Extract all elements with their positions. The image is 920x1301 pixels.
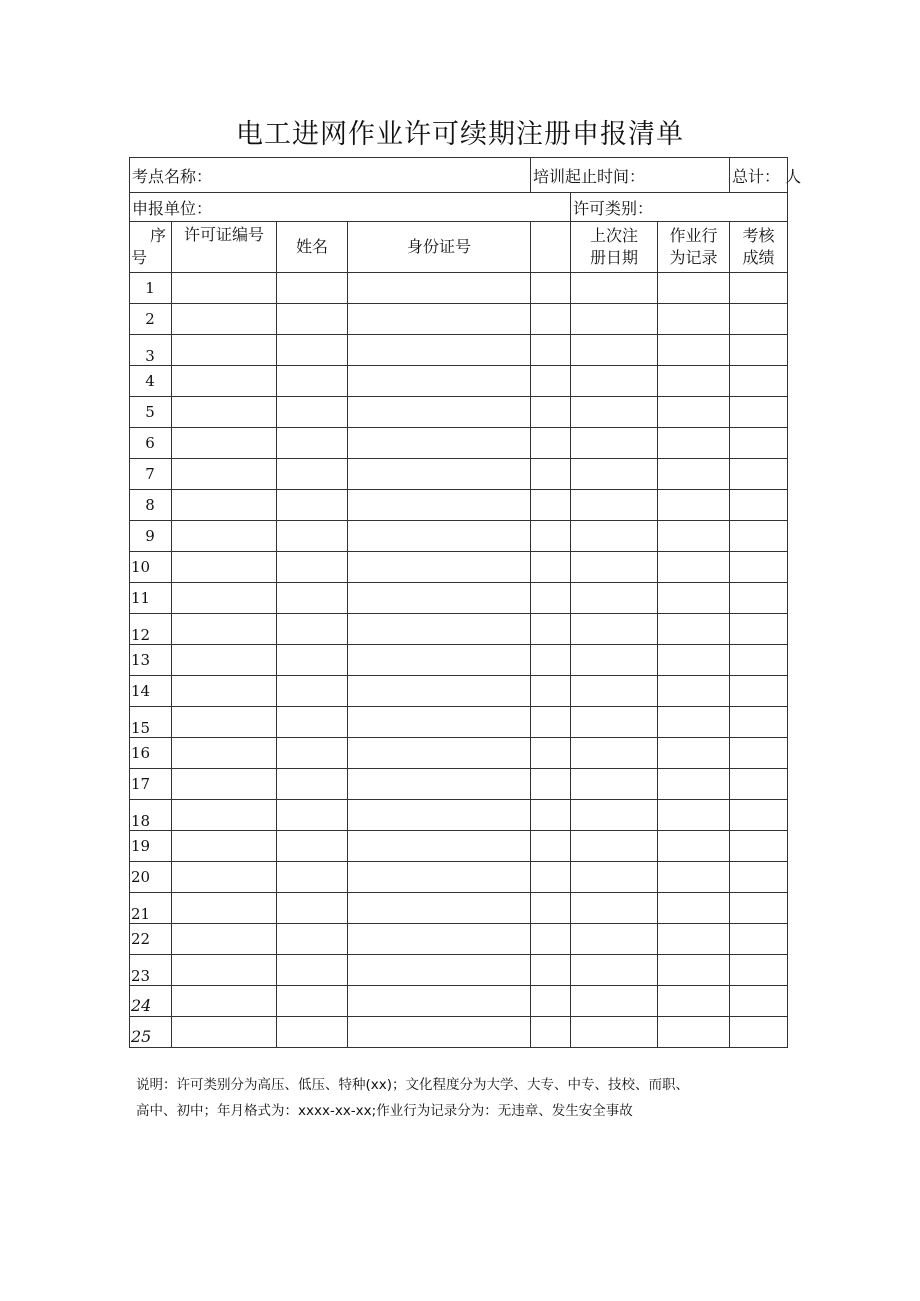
cell-assessment[interactable]	[730, 552, 788, 583]
row-number	[130, 366, 172, 397]
table-row	[130, 676, 788, 707]
cell-license-no[interactable]	[172, 645, 277, 676]
table-row	[130, 490, 788, 521]
table-row	[130, 366, 788, 397]
cell-license-no[interactable]	[172, 831, 277, 862]
cell-conduct-record[interactable]	[658, 738, 730, 769]
cell-assessment[interactable]	[730, 645, 788, 676]
cell-blank[interactable]	[531, 986, 571, 1017]
cell-assessment[interactable]	[730, 955, 788, 986]
cell-assessment[interactable]	[730, 893, 788, 924]
cell-blank[interactable]	[531, 707, 571, 738]
cell-id-no[interactable]	[348, 955, 531, 986]
header-name: 姓名	[277, 222, 348, 273]
cell-last-reg-date[interactable]	[571, 428, 658, 459]
cell-assessment[interactable]	[730, 366, 788, 397]
cell-conduct-record[interactable]	[658, 366, 730, 397]
cell-license-no[interactable]	[172, 304, 277, 335]
cell-blank[interactable]	[531, 676, 571, 707]
cell-last-reg-date[interactable]	[571, 831, 658, 862]
header-license-no: 许可证编号	[172, 222, 277, 273]
cell-assessment[interactable]	[730, 335, 788, 366]
cell-conduct-record[interactable]	[658, 459, 730, 490]
cell-name[interactable]	[277, 1017, 348, 1048]
cell-license-no[interactable]	[172, 366, 277, 397]
table-row	[130, 583, 788, 614]
cell-conduct-record[interactable]	[658, 831, 730, 862]
cell-license-no[interactable]	[172, 1017, 277, 1048]
cell-blank[interactable]	[531, 459, 571, 490]
cell-blank[interactable]	[531, 769, 571, 800]
cell-assessment[interactable]	[730, 924, 788, 955]
cell-conduct-record[interactable]	[658, 769, 730, 800]
table-row	[130, 552, 788, 583]
cell-last-reg-date[interactable]	[571, 738, 658, 769]
cell-blank[interactable]	[531, 831, 571, 862]
cell-id-no[interactable]	[348, 893, 531, 924]
row-number	[130, 1017, 172, 1048]
cell-blank[interactable]	[531, 738, 571, 769]
cell-license-no[interactable]	[172, 273, 277, 304]
cell-last-reg-date[interactable]	[571, 304, 658, 335]
row-number-text: 5	[145, 403, 155, 421]
row-number-text: 7	[145, 465, 155, 483]
row-number	[130, 335, 172, 366]
cell-last-reg-date[interactable]	[571, 490, 658, 521]
row-number	[130, 769, 172, 800]
cell-name[interactable]	[277, 521, 348, 552]
cell-license-no[interactable]	[172, 769, 277, 800]
cell-name[interactable]	[277, 397, 348, 428]
cell-license-no[interactable]	[172, 924, 277, 955]
header-conduct-record: 作业行为记录	[658, 222, 730, 273]
cell-license-no[interactable]	[172, 862, 277, 893]
table-row	[130, 862, 788, 893]
table-row	[130, 955, 788, 986]
reporting-unit-field[interactable]	[130, 193, 571, 222]
cell-name[interactable]	[277, 552, 348, 583]
cell-name[interactable]	[277, 831, 348, 862]
row-number	[130, 893, 172, 924]
table-row	[130, 521, 788, 552]
total-field[interactable]	[730, 158, 802, 193]
page-title: 电工进网作业许可续期注册申报清单	[236, 119, 684, 150]
cell-name[interactable]	[277, 924, 348, 955]
cell-last-reg-date[interactable]	[571, 335, 658, 366]
cell-id-no[interactable]	[348, 1017, 531, 1048]
cell-blank[interactable]	[531, 893, 571, 924]
total-label: 总计： 人	[732, 166, 802, 186]
row-number-text: 17	[131, 775, 151, 793]
header-assessment: 考核成绩	[730, 222, 788, 273]
cell-conduct-record[interactable]	[658, 707, 730, 738]
row-number	[130, 428, 172, 459]
row-number-text: 21	[131, 905, 151, 923]
training-period-field[interactable]	[531, 158, 730, 193]
cell-blank[interactable]	[531, 955, 571, 986]
cell-blank[interactable]	[531, 645, 571, 676]
row-number	[130, 831, 172, 862]
table-row	[130, 893, 788, 924]
cell-conduct-record[interactable]	[658, 490, 730, 521]
row-number-text: 25	[131, 1026, 152, 1046]
cell-id-no[interactable]	[348, 986, 531, 1017]
cell-conduct-record[interactable]	[658, 800, 730, 831]
cell-blank[interactable]	[531, 862, 571, 893]
cell-last-reg-date[interactable]	[571, 1017, 658, 1048]
cell-assessment[interactable]	[730, 459, 788, 490]
table-row	[130, 924, 788, 955]
cell-blank[interactable]	[531, 397, 571, 428]
cell-id-no[interactable]	[348, 738, 531, 769]
row-number	[130, 614, 172, 645]
cell-license-no[interactable]	[172, 552, 277, 583]
reporting-unit-label: 申报单位：	[132, 198, 213, 218]
cell-id-no[interactable]	[348, 614, 531, 645]
cell-blank[interactable]	[531, 1017, 571, 1048]
cell-name[interactable]	[277, 273, 348, 304]
cell-blank[interactable]	[531, 273, 571, 304]
row-number-text: 19	[131, 837, 151, 855]
cell-assessment[interactable]	[730, 397, 788, 428]
cell-name[interactable]	[277, 614, 348, 645]
cell-blank[interactable]	[531, 366, 571, 397]
cell-name[interactable]	[277, 428, 348, 459]
cell-last-reg-date[interactable]	[571, 769, 658, 800]
cell-last-reg-date[interactable]	[571, 893, 658, 924]
cell-name[interactable]	[277, 645, 348, 676]
exam-site-label: 考点名称：	[132, 166, 213, 186]
cell-license-no[interactable]	[172, 676, 277, 707]
cell-id-no[interactable]	[348, 459, 531, 490]
header-seq: 序 号	[130, 222, 172, 273]
cell-id-no[interactable]	[348, 676, 531, 707]
cell-id-no[interactable]	[348, 428, 531, 459]
cell-last-reg-date[interactable]	[571, 459, 658, 490]
row-number	[130, 738, 172, 769]
cell-id-no[interactable]	[348, 304, 531, 335]
cell-license-no[interactable]	[172, 521, 277, 552]
cell-id-no[interactable]	[348, 521, 531, 552]
row-number-text: 10	[131, 558, 151, 576]
row-number	[130, 645, 172, 676]
cell-conduct-record[interactable]	[658, 521, 730, 552]
cell-id-no[interactable]	[348, 924, 531, 955]
cell-blank[interactable]	[531, 583, 571, 614]
row-number-text: 12	[131, 626, 151, 644]
cell-license-no[interactable]	[172, 614, 277, 645]
header-id-no: 身份证号	[348, 222, 531, 273]
cell-assessment[interactable]	[730, 800, 788, 831]
row-number-text: 4	[145, 372, 155, 390]
cell-last-reg-date[interactable]	[571, 614, 658, 645]
cell-last-reg-date[interactable]	[571, 707, 658, 738]
cell-license-no[interactable]	[172, 490, 277, 521]
cell-conduct-record[interactable]	[658, 676, 730, 707]
cell-name[interactable]	[277, 862, 348, 893]
table-row	[130, 397, 788, 428]
cell-assessment[interactable]	[730, 862, 788, 893]
cell-name[interactable]	[277, 366, 348, 397]
cell-assessment[interactable]	[730, 428, 788, 459]
cell-last-reg-date[interactable]	[571, 924, 658, 955]
row-number	[130, 924, 172, 955]
cell-license-no[interactable]	[172, 428, 277, 459]
table-row	[130, 800, 788, 831]
cell-conduct-record[interactable]	[658, 645, 730, 676]
row-number	[130, 521, 172, 552]
row-number	[130, 552, 172, 583]
cell-name[interactable]	[277, 893, 348, 924]
cell-conduct-record[interactable]	[658, 986, 730, 1017]
cell-name[interactable]	[277, 800, 348, 831]
cell-assessment[interactable]	[730, 304, 788, 335]
cell-assessment[interactable]	[730, 986, 788, 1017]
cell-license-no[interactable]	[172, 707, 277, 738]
table-row	[130, 986, 788, 1017]
cell-name[interactable]	[277, 335, 348, 366]
cell-id-no[interactable]	[348, 366, 531, 397]
table-row	[130, 769, 788, 800]
cell-name[interactable]	[277, 707, 348, 738]
cell-license-no[interactable]	[172, 893, 277, 924]
table-row	[130, 614, 788, 645]
row-number-text: 6	[145, 434, 155, 452]
cell-assessment[interactable]	[730, 738, 788, 769]
cell-assessment[interactable]	[730, 614, 788, 645]
row-number-text: 8	[145, 496, 155, 514]
row-number-text: 23	[131, 967, 151, 985]
cell-conduct-record[interactable]	[658, 335, 730, 366]
row-number-text: 18	[131, 812, 151, 830]
row-number	[130, 583, 172, 614]
cell-name[interactable]	[277, 583, 348, 614]
row-number	[130, 459, 172, 490]
cell-last-reg-date[interactable]	[571, 583, 658, 614]
table-row	[130, 707, 788, 738]
row-number-text: 3	[145, 347, 155, 365]
cell-last-reg-date[interactable]	[571, 645, 658, 676]
cell-name[interactable]	[277, 676, 348, 707]
exam-site-field[interactable]	[130, 158, 531, 193]
cell-conduct-record[interactable]	[658, 614, 730, 645]
table-row	[130, 273, 788, 304]
cell-blank[interactable]	[531, 428, 571, 459]
cell-name[interactable]	[277, 304, 348, 335]
cell-license-no[interactable]	[172, 583, 277, 614]
table-row	[130, 335, 788, 366]
row-number-text: 13	[131, 651, 151, 669]
cell-name[interactable]	[277, 986, 348, 1017]
training-period-label: 培训起止时间：	[533, 166, 646, 186]
cell-assessment[interactable]	[730, 769, 788, 800]
row-number-text: 15	[131, 719, 151, 737]
row-number	[130, 397, 172, 428]
registration-table	[129, 157, 802, 1048]
cell-conduct-record[interactable]	[658, 397, 730, 428]
cell-assessment[interactable]	[730, 676, 788, 707]
cell-last-reg-date[interactable]	[571, 955, 658, 986]
cell-blank[interactable]	[531, 490, 571, 521]
cell-name[interactable]	[277, 955, 348, 986]
cell-name[interactable]	[277, 738, 348, 769]
cell-license-no[interactable]	[172, 986, 277, 1017]
cell-last-reg-date[interactable]	[571, 273, 658, 304]
row-number-text: 24	[131, 995, 152, 1015]
cell-id-no[interactable]	[348, 707, 531, 738]
cell-conduct-record[interactable]	[658, 862, 730, 893]
row-number	[130, 955, 172, 986]
table-row	[130, 645, 788, 676]
cell-conduct-record[interactable]	[658, 304, 730, 335]
cell-blank[interactable]	[531, 521, 571, 552]
cell-assessment[interactable]	[730, 1017, 788, 1048]
table-row	[130, 428, 788, 459]
cell-id-no[interactable]	[348, 273, 531, 304]
cell-conduct-record[interactable]	[658, 1017, 730, 1048]
cell-name[interactable]	[277, 459, 348, 490]
cell-assessment[interactable]	[730, 521, 788, 552]
cell-last-reg-date[interactable]	[571, 986, 658, 1017]
cell-assessment[interactable]	[730, 831, 788, 862]
table-row	[130, 459, 788, 490]
row-number	[130, 304, 172, 335]
row-number	[130, 676, 172, 707]
cell-assessment[interactable]	[730, 490, 788, 521]
cell-id-no[interactable]	[348, 645, 531, 676]
row-number	[130, 273, 172, 304]
cell-blank[interactable]	[531, 335, 571, 366]
cell-assessment[interactable]	[730, 583, 788, 614]
cell-conduct-record[interactable]	[658, 955, 730, 986]
cell-blank[interactable]	[531, 924, 571, 955]
row-number-text: 2	[145, 310, 155, 328]
cell-license-no[interactable]	[172, 459, 277, 490]
cell-license-no[interactable]	[172, 800, 277, 831]
row-number	[130, 986, 172, 1017]
cell-license-no[interactable]	[172, 397, 277, 428]
cell-license-no[interactable]	[172, 738, 277, 769]
cell-conduct-record[interactable]	[658, 893, 730, 924]
table-row	[130, 304, 788, 335]
header-blank	[531, 222, 571, 273]
cell-id-no[interactable]	[348, 862, 531, 893]
cell-conduct-record[interactable]	[658, 924, 730, 955]
cell-last-reg-date[interactable]	[571, 366, 658, 397]
row-number-text: 20	[131, 868, 151, 886]
row-number-text: 1	[145, 279, 155, 297]
row-number-text: 11	[131, 589, 151, 607]
cell-blank[interactable]	[531, 800, 571, 831]
cell-conduct-record[interactable]	[658, 552, 730, 583]
row-number-text: 22	[131, 930, 151, 948]
cell-last-reg-date[interactable]	[571, 676, 658, 707]
cell-assessment[interactable]	[730, 707, 788, 738]
table-row	[130, 831, 788, 862]
cell-blank[interactable]	[531, 614, 571, 645]
cell-id-no[interactable]	[348, 335, 531, 366]
cell-conduct-record[interactable]	[658, 273, 730, 304]
footnote-line-1: 说明：许可类别分为高压、低压、特种(xx)；文化程度分为大学、大专、中专、技校、而职、	[136, 1077, 690, 1093]
cell-id-no[interactable]	[348, 490, 531, 521]
cell-id-no[interactable]	[348, 583, 531, 614]
cell-assessment[interactable]	[730, 273, 788, 304]
cell-id-no[interactable]	[348, 769, 531, 800]
footnote-line-2: 高中、初中；年月格式为：xxxx-xx-xx;作业行为记录分为：无违章、发生安全事故	[136, 1103, 633, 1119]
row-number	[130, 800, 172, 831]
row-number	[130, 490, 172, 521]
cell-license-no[interactable]	[172, 335, 277, 366]
table-row	[130, 1017, 788, 1048]
cell-id-no[interactable]	[348, 800, 531, 831]
cell-name[interactable]	[277, 769, 348, 800]
row-number-text: 9	[145, 527, 155, 545]
cell-blank[interactable]	[531, 552, 571, 583]
cell-license-no[interactable]	[172, 955, 277, 986]
row-number	[130, 707, 172, 738]
cell-last-reg-date[interactable]	[571, 521, 658, 552]
footnote	[136, 1072, 796, 1124]
row-number	[130, 862, 172, 893]
cell-last-reg-date[interactable]	[571, 800, 658, 831]
row-number-text: 16	[131, 744, 151, 762]
cell-name[interactable]	[277, 490, 348, 521]
license-type-label: 许可类别：	[573, 198, 654, 218]
license-type-field[interactable]	[571, 193, 788, 222]
cell-conduct-record[interactable]	[658, 583, 730, 614]
cell-last-reg-date[interactable]	[571, 552, 658, 583]
cell-id-no[interactable]	[348, 831, 531, 862]
cell-last-reg-date[interactable]	[571, 862, 658, 893]
cell-id-no[interactable]	[348, 552, 531, 583]
cell-last-reg-date[interactable]	[571, 397, 658, 428]
cell-blank[interactable]	[531, 304, 571, 335]
cell-id-no[interactable]	[348, 397, 531, 428]
table-row	[130, 738, 788, 769]
cell-conduct-record[interactable]	[658, 428, 730, 459]
header-last-reg-date: 上次注册日期	[571, 222, 658, 273]
row-number-text: 14	[131, 682, 151, 700]
